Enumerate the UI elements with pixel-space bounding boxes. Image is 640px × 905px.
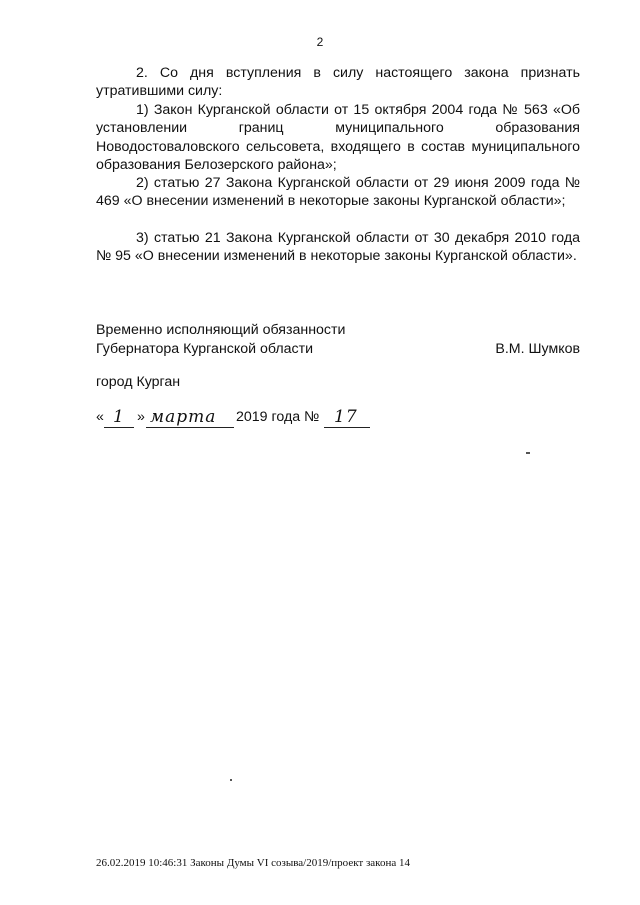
month-underline [146,427,234,428]
stray-dot [230,779,232,781]
paragraph-item-2: 2) статью 27 Закона Курганской области от 29 июня 2009 года № 469 «О внесении изменений в некоторые законы Курганской области»; [96,175,580,210]
date-year-text: 2019 года № [236,409,320,425]
law-number-handwritten: 17 [334,407,358,427]
day-underline [104,427,134,428]
stray-mark [526,452,530,454]
paragraph-item-3: 3) статью 21 Закона Курганской области от 30 декабря 2010 года № 95 «О внесении изменений в некоторые законы Курганской области». [96,230,580,265]
date-month-handwritten: марта [150,407,217,427]
date-close-quote: » [137,409,145,425]
paragraph-main: 2. Со дня вступления в силу настоящего закона признать утратившими силу: [96,65,580,100]
number-underline [324,427,370,428]
signatory-title-line-1: Временно исполняющий обязанности [96,322,346,338]
signatory-title-line-2: Губернатора Курганской области [96,341,314,357]
signatory-name: В.М. Шумков [495,341,580,357]
date-open-quote: « [96,409,104,425]
footer-file-info: 26.02.2019 10:46:31 Законы Думы VI созыва/2019/проект закона 14 [96,857,410,869]
date-day-handwritten: 1 [113,407,125,427]
date-line [96,407,376,431]
city-label: город Курган [96,374,181,390]
paragraph-item-1: 1) Закон Курганской области от 15 октября 2004 года № 563 «Об установлении границ муниципального образования Новодостоваловского сельсовета, входящего в состав муниципального образования Белозерского района»; [96,102,580,174]
page-number: 2 [316,35,324,49]
